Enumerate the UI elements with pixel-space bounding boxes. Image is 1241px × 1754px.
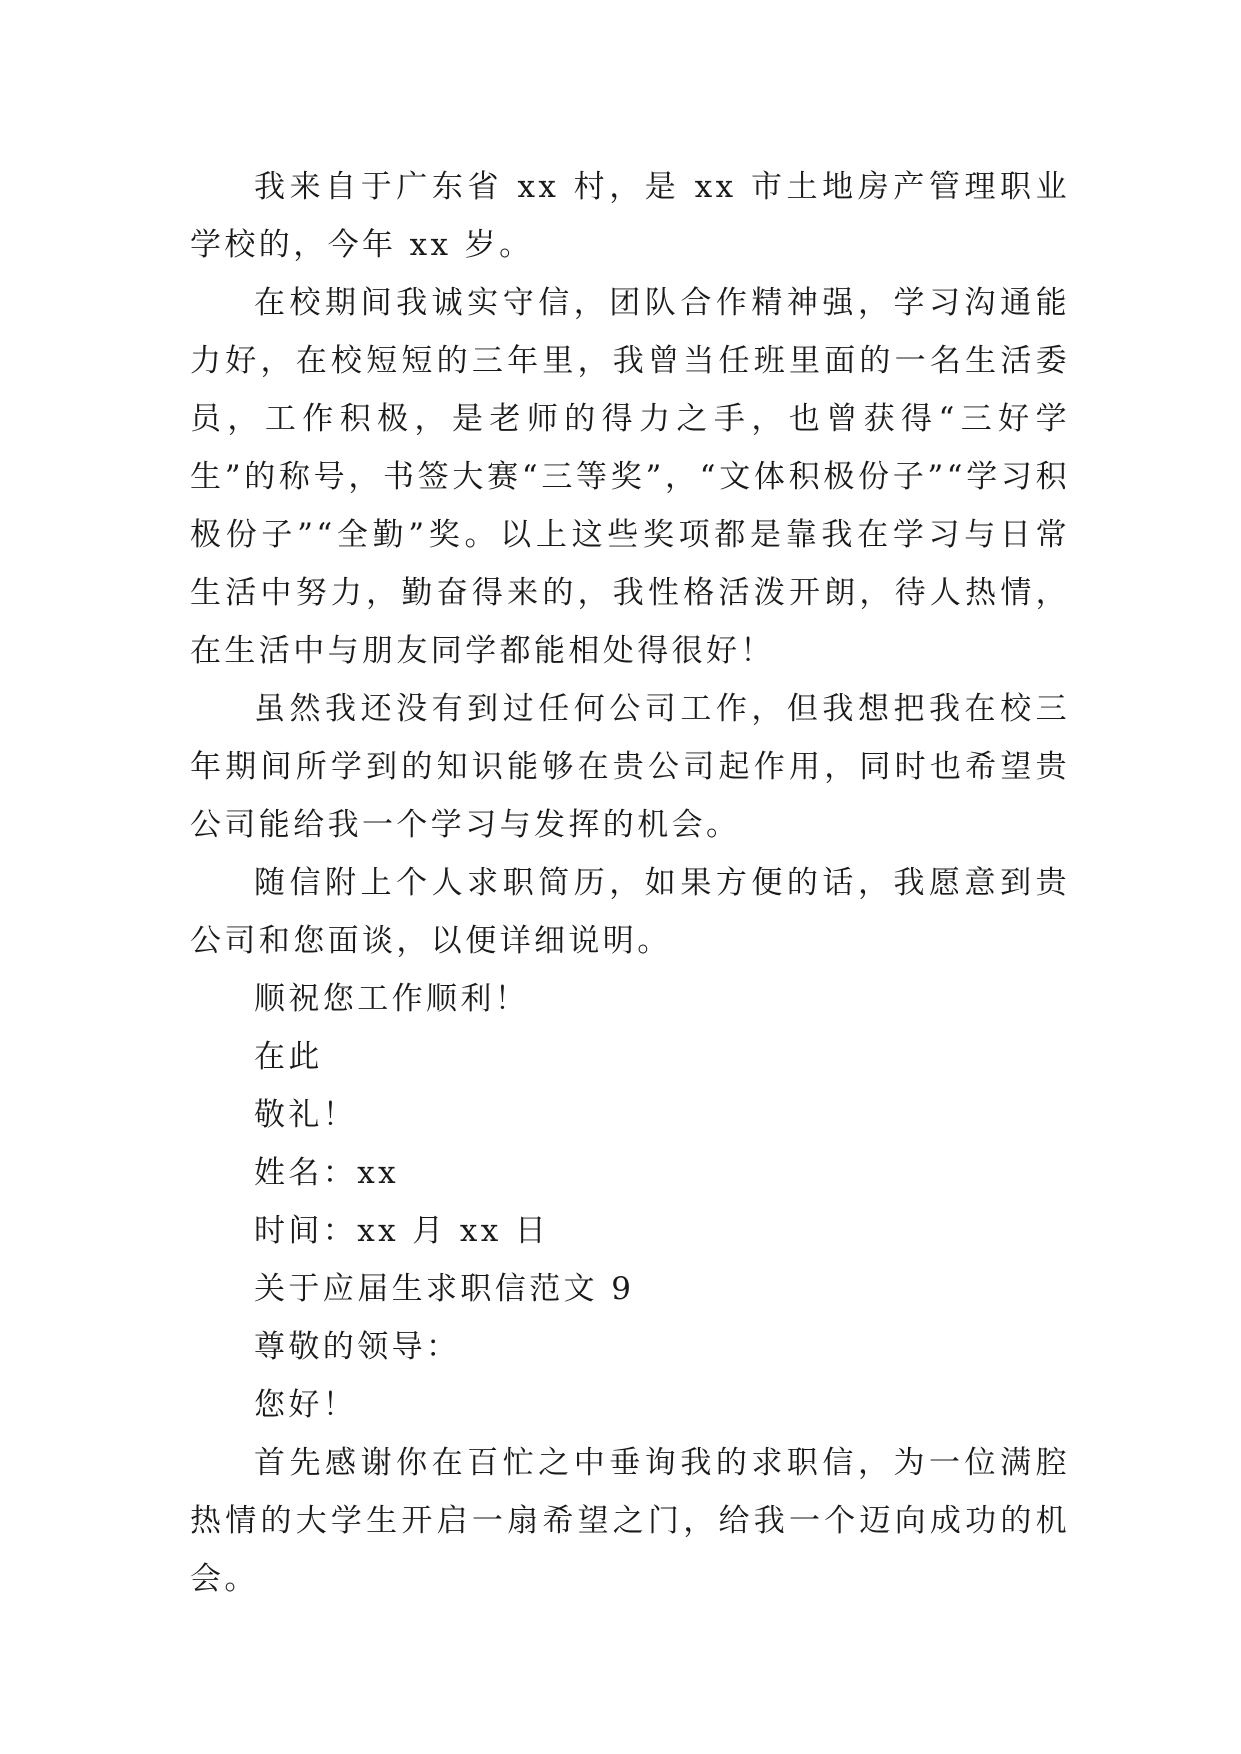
signature-name: 姓名：xx [254, 1155, 399, 1191]
closing-regards-2: 敬礼！ [254, 1097, 358, 1133]
paragraph-resume-attached: 随信附上个人求职简历，如果方便的话，我愿意到贵公司和您面谈，以便详细说明。 [190, 865, 1070, 959]
salutation: 尊敬的领导： [254, 1329, 461, 1365]
paragraph-school-achievements: 在校期间我诚实守信，团队合作精神强，学习沟通能力好，在校短短的三年里，我曾当任班里面的一名生活委员，工作积极，是老师的得力之手，也曾获得“三好学生”的称号，书签大赛“三等奖”，“文体积极份子”“学习积极份子”“全勤”奖。以上这些奖项都是靠我在学习与日常生活中努力，勤奋得来的，我性格活泼开朗，待人热情，在生活中与朋友同学都能相处得很好！ [190, 285, 1070, 669]
paragraph-introduction: 我来自于广东省 xx 村，是 xx 市土地房产管理职业学校的，今年 xx 岁。 [190, 169, 1070, 263]
paragraph-aspiration: 虽然我还没有到过任何公司工作，但我想把我在校三年期间所学到的知识能够在贵公司起作用，同时也希望贵公司能给我一个学习与发挥的机会。 [190, 691, 1070, 843]
closing-regards-1: 在此 [254, 1039, 323, 1075]
letter-body [190, 158, 1070, 1608]
closing-wish: 顺祝您工作顺利！ [254, 981, 530, 1017]
paragraph-opening: 首先感谢你在百忙之中垂询我的求职信，为一位满腔热情的大学生开启一扇希望之门，给我一个迈向成功的机会。 [190, 1445, 1070, 1597]
section-title: 关于应届生求职信范文 9 [254, 1271, 635, 1307]
signature-date: 时间：xx 月 xx 日 [254, 1213, 550, 1249]
greeting: 您好！ [254, 1387, 358, 1423]
